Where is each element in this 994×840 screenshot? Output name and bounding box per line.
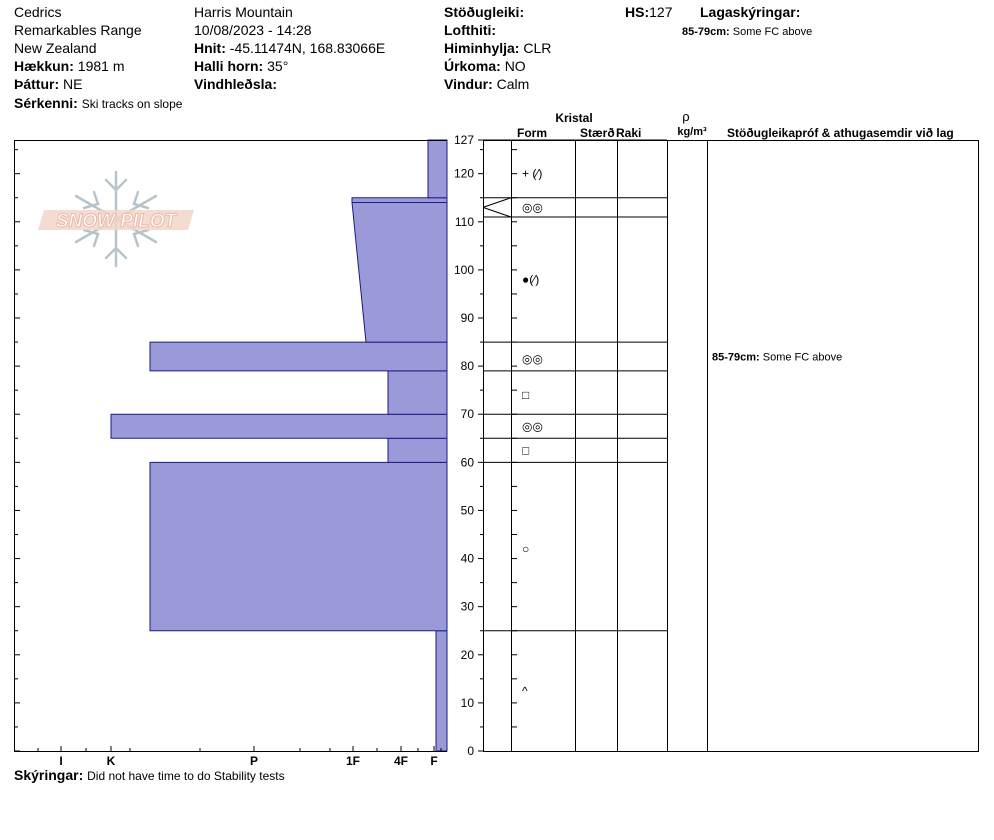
crystal-form-symbols: [522, 167, 543, 698]
elevation-label: Hækkun:: [14, 58, 74, 74]
depth-label-40: 40: [460, 551, 474, 566]
depth-label-10: 10: [460, 695, 474, 710]
comment-text: Some FC above: [762, 351, 843, 364]
depth-label-60: 60: [460, 455, 474, 470]
snowpilot-watermark: [38, 172, 194, 266]
wind-loading-label: Vindhleðsla:: [194, 76, 277, 92]
x-tick-label-1F: 1F: [345, 754, 361, 768]
hardness-axis: [38, 746, 441, 768]
hs-label: HS:: [625, 4, 650, 20]
x-tick-label-I: I: [59, 754, 63, 768]
x-tick-label-F: F: [430, 754, 438, 768]
size-header: Stærð: [580, 126, 615, 140]
density-unit: kg/m³: [677, 126, 707, 138]
moisture-header: Raki: [616, 126, 642, 140]
footer-label: Skýringar:: [14, 767, 84, 783]
hardness-layer-6: [352, 203, 447, 343]
footer-notes: [14, 767, 285, 784]
coords-value: -45.11474N, 168.83066E: [229, 40, 386, 56]
slope-label: Halli horn:: [194, 58, 264, 74]
aspect-label: Þáttur:: [14, 76, 60, 92]
legend-note-text: Some FC above: [732, 26, 813, 38]
elevation-value: 1981 m: [77, 58, 125, 74]
observer-name: Cedrics: [14, 4, 62, 20]
hardness-layer-2: [388, 438, 447, 462]
crystal-form-5: ◎◎: [522, 419, 543, 434]
hardness-layer-4: [388, 371, 447, 414]
features-label: Sérkenni:: [14, 95, 78, 111]
density-symbol: ρ: [682, 109, 690, 124]
layer-comments: [712, 351, 842, 363]
hardness-layer-1: [150, 462, 447, 630]
crystal-form-3: ◎◎: [522, 351, 543, 366]
depth-label-110: 110: [454, 214, 474, 229]
sky-label: Himinhylja:: [444, 40, 520, 56]
depth-label-100: 100: [453, 262, 474, 277]
datetime: 10/08/2023 - 14:28: [194, 22, 312, 38]
legend-label: Lagaskýringar:: [700, 4, 801, 20]
precip-label: Úrkoma:: [444, 58, 501, 74]
crystal-form-2: ●(⁄): [522, 272, 540, 287]
precip-value: NO: [504, 58, 526, 74]
depth-label-80: 80: [460, 359, 474, 374]
layer-connector-bottom: [483, 207, 511, 217]
depth-label-120: 120: [453, 166, 474, 181]
layer-table: [484, 140, 979, 752]
coords-label: Hnit:: [194, 40, 226, 56]
crystal-form-8: ^: [522, 683, 528, 698]
crystal-form-0: + (⁄): [522, 166, 543, 181]
form-header: Form: [517, 126, 547, 140]
crystal-form-6: □: [522, 443, 530, 458]
comment-row-0: [712, 351, 842, 363]
features-value: Ski tracks on slope: [81, 97, 183, 111]
depth-label-30: 30: [460, 599, 474, 614]
watermark-text: SNOW PILOT: [55, 211, 177, 232]
depth-label-127: 127: [453, 133, 474, 147]
sky-value: CLR: [523, 40, 552, 56]
hardness-layer-5: [150, 342, 447, 371]
crystal-form-4: □: [522, 387, 530, 402]
x-tick-label-K: K: [106, 754, 116, 768]
x-tick-label-4F: 4F: [393, 754, 409, 768]
depth-label-50: 50: [460, 503, 474, 518]
crystal-form-7: ○: [522, 541, 530, 556]
depth-label-70: 70: [460, 407, 474, 422]
wind-value: Calm: [496, 76, 530, 92]
depth-label-90: 90: [460, 311, 474, 326]
slope-value: 35°: [267, 58, 289, 74]
depth-label-20: 20: [460, 647, 474, 662]
hardness-layer-3: [111, 414, 447, 438]
legend-note-depth: 85-79cm:: [682, 26, 730, 38]
hardness-layer-7: [352, 198, 447, 203]
hs-value: 127: [649, 4, 673, 20]
stability-label: Stöðugleiki:: [444, 4, 525, 20]
air-temp-label: Lofthiti:: [444, 22, 497, 38]
layer-connector-top: [483, 198, 511, 208]
location-name: Harris Mountain: [194, 4, 293, 20]
comments-header: Stöðugleikapróf & athugasemdir við lag: [727, 126, 954, 140]
crystal-header: Kristal: [555, 111, 593, 125]
wind-label: Vindur:: [444, 76, 493, 92]
crystal-form-1: ◎◎: [522, 200, 543, 215]
depth-axis: [454, 133, 517, 758]
country-name: New Zealand: [14, 40, 97, 56]
x-tick-label-P: P: [249, 754, 259, 768]
comment-depth: 85-79cm:: [712, 351, 763, 364]
aspect-value: NE: [63, 76, 83, 92]
hardness-layer-8: [428, 140, 447, 198]
hardness-layer-0: [436, 631, 447, 751]
range-name: Remarkables Range: [14, 22, 142, 38]
footer-text: Did not have time to do Stability tests: [87, 769, 285, 783]
depth-label-0: 0: [467, 744, 474, 758]
